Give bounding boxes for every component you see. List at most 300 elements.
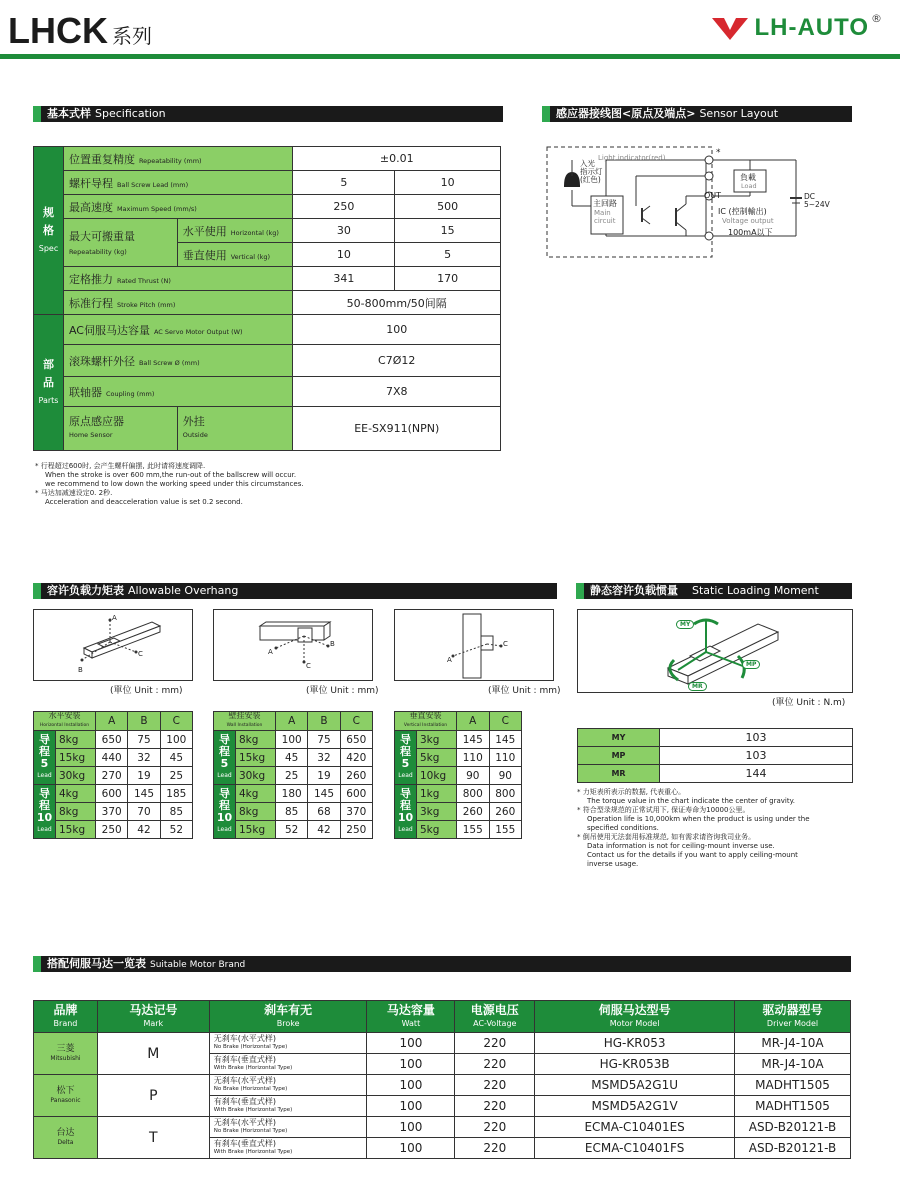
table-row	[34, 785, 193, 803]
table-row	[34, 821, 193, 839]
value-cell: 42	[308, 821, 340, 839]
sensor-title-en: Sensor Layout	[699, 107, 779, 120]
moment-note-line: The torque value in the chart indicate the center of gravity.	[587, 797, 795, 805]
load-cell: 8kg	[236, 803, 276, 821]
fig-label-b: B	[330, 640, 335, 648]
screw-value: C7Ø12	[293, 345, 501, 377]
stroke-cn: 标准行程	[68, 296, 113, 310]
outside-en: Outside	[182, 431, 208, 439]
voltage-cell: 220	[455, 1138, 535, 1159]
voltage-cell: 220	[455, 1096, 535, 1117]
load-label	[63, 219, 177, 267]
lead-value-10: 10	[395, 171, 501, 195]
watt-cell: 100	[367, 1033, 455, 1054]
load-cell: 30kg	[56, 767, 96, 785]
repeat-value: ±0.01	[293, 147, 501, 171]
spec-group-label	[34, 147, 64, 315]
header-en: Watt	[401, 1018, 421, 1028]
speed-value-1: 250	[293, 195, 395, 219]
brake-cell	[209, 1075, 367, 1096]
header-voltage	[455, 1001, 535, 1033]
table-row	[34, 731, 193, 749]
load-cell: 15kg	[236, 749, 276, 767]
value-cell: 85	[160, 803, 192, 821]
horizontal-overhang-table	[33, 711, 193, 839]
load-cn: 最大可搬重量	[68, 230, 135, 243]
table-row	[578, 765, 853, 783]
value-cell: 145	[489, 731, 522, 749]
horiz-label	[177, 219, 293, 243]
overhang-unit: (單位 Unit : mm)	[306, 686, 379, 696]
motor-title-cn: 搭配伺服马达一览表	[47, 957, 146, 970]
spec-note-line: * 马达加减速设定0. 2秒.	[35, 489, 113, 497]
voltage-cell: 220	[455, 1117, 535, 1138]
moment-value-cell: 144	[660, 765, 853, 783]
moment-note-line: Operation life is 10,000km when the product is using under the	[587, 815, 810, 823]
horiz-en: Horizontal (kg)	[230, 228, 279, 237]
value-cell: 45	[160, 749, 192, 767]
logo-text: LH-AUTO	[754, 14, 869, 41]
brand-cn: 台达	[56, 1127, 75, 1138]
table-row	[34, 803, 193, 821]
value-cell: 185	[160, 785, 192, 803]
voltage-cell: 220	[455, 1033, 535, 1054]
wall-table-title	[214, 712, 276, 731]
value-cell: 270	[96, 767, 128, 785]
horizontal-table-title	[34, 712, 96, 731]
fig-label-c: C	[138, 650, 143, 658]
spec-notes	[35, 462, 335, 507]
vert-cn: 垂直使用	[182, 248, 227, 262]
load-cell: 15kg	[56, 749, 96, 767]
mark-cell: P	[97, 1075, 209, 1117]
header-en: Motor Model	[609, 1018, 660, 1028]
wall-actuator-drawing	[214, 610, 372, 680]
mark-cell: M	[97, 1033, 209, 1075]
brake-en: No Brake (Horizontal Type)	[213, 1128, 288, 1134]
overhang-unit: (單位 Unit : mm)	[110, 686, 183, 696]
lead-en: Lead	[217, 825, 232, 833]
moment-note-line: * 倒吊使用无法套用标准规范, 如有需求请咨询我司业务。	[577, 833, 756, 841]
brand-mitsubishi	[34, 1033, 98, 1075]
lead-cn: 导 程 5	[400, 732, 411, 770]
header-brand	[34, 1001, 98, 1033]
value-cell: 90	[457, 767, 490, 785]
driver-model-cell: ASD-B20121-B	[735, 1117, 851, 1138]
value-cell: 100	[276, 731, 308, 749]
outside-cn: 外挂	[182, 415, 205, 428]
spec-title-en: Specification	[95, 107, 166, 120]
value-cell: 52	[160, 821, 192, 839]
repeat-label	[63, 147, 293, 171]
series-title	[8, 10, 152, 52]
vertical-overhang-table	[394, 711, 522, 839]
table-row	[214, 803, 373, 821]
spec-group-en: Spec	[38, 243, 59, 253]
table-row	[34, 749, 193, 767]
speed-label	[63, 195, 293, 219]
lead-cn: 螺杆导程	[68, 176, 113, 190]
spec-group-cn: 规 格	[42, 205, 54, 237]
value-cell: 25	[160, 767, 192, 785]
value-cell: 75	[128, 731, 160, 749]
overhang-section-header	[33, 583, 557, 599]
driver-model-cell: MR-J4-10A	[735, 1054, 851, 1075]
vert-value-1: 10	[293, 243, 395, 267]
load-cell: 4kg	[236, 785, 276, 803]
vert-label	[177, 243, 293, 267]
thrust-value-2: 170	[395, 267, 501, 291]
lead-5-label	[395, 731, 417, 785]
lead-en: Lead	[217, 771, 232, 779]
lead-5-label	[34, 731, 56, 785]
header-cn: 伺服马达型号	[598, 1002, 671, 1017]
moment-note-line: * 力矩表所表示的数据, 代表重心。	[577, 788, 686, 796]
watt-cell: 100	[367, 1096, 455, 1117]
home-sensor-label	[63, 407, 177, 451]
driver-model-cell: MADHT1505	[735, 1096, 851, 1117]
fig-label-a: A	[447, 656, 452, 664]
brake-cn: 有刹车(垂直式样)	[213, 1139, 276, 1148]
value-cell: 25	[276, 767, 308, 785]
table-row	[578, 729, 853, 747]
load-cell: 30kg	[236, 767, 276, 785]
screw-cn: 滚珠螺杆外径	[68, 354, 135, 368]
fig-label-b: B	[78, 666, 83, 674]
header-brake	[209, 1001, 367, 1033]
moment-label-cell: MY	[578, 729, 660, 747]
lead-en: Lead	[398, 825, 413, 833]
my-label: MY	[676, 620, 694, 629]
moment-value-cell: 103	[660, 729, 853, 747]
value-cell: 260	[340, 767, 372, 785]
out-terminal-label: OUT	[704, 191, 722, 200]
load-cell: 15kg	[56, 821, 96, 839]
horiz-cn: 水平使用	[182, 224, 227, 238]
fig-label-c: C	[503, 640, 508, 648]
moment-label-cell: MP	[578, 747, 660, 765]
logo-triangle-icon	[712, 16, 748, 40]
load-en: Repeatability (kg)	[68, 248, 127, 256]
spec-note-line: Acceleration and deacceleration value is set 0.2 second.	[45, 498, 243, 506]
table-row	[214, 749, 373, 767]
col-header-b: B	[308, 712, 340, 731]
brake-cn: 无刹车(水平式样)	[213, 1034, 276, 1043]
moment-value-cell: 103	[660, 747, 853, 765]
speed-cn: 最高速度	[68, 200, 113, 214]
vert-value-2: 5	[395, 243, 501, 267]
moment-note-line: * 符合型录规范的正常试用下, 保证寿命为10000公里。	[577, 806, 750, 814]
header-motor-model	[535, 1001, 735, 1033]
value-cell: 68	[308, 803, 340, 821]
value-cell: 440	[96, 749, 128, 767]
value-cell: 260	[457, 803, 490, 821]
value-cell: 370	[96, 803, 128, 821]
spec-title-cn: 基本式样	[47, 107, 91, 120]
mark-cell: T	[97, 1117, 209, 1159]
motor-model-cell: MSMD5A2G1V	[535, 1096, 735, 1117]
table-row	[214, 785, 373, 803]
moment-note-line: Contact us for the details if you want to apply ceiling-mount	[587, 851, 798, 859]
home-sensor-value: EE-SX911(NPN)	[293, 407, 501, 451]
spec-note-line: When the stroke is over 600 mm,the run-out of the ballscrew will occur.	[45, 471, 297, 479]
main-circuit-en: Main circuit	[594, 209, 616, 225]
fig-label-a: A	[268, 648, 273, 656]
load-cell: 10kg	[417, 767, 457, 785]
motor-model-cell: HG-KR053	[535, 1033, 735, 1054]
lead-value-5: 5	[293, 171, 395, 195]
brake-cell	[209, 1054, 367, 1075]
lead-en: Lead	[37, 771, 52, 779]
sensor-section-header	[542, 106, 852, 122]
col-header-c: C	[340, 712, 372, 731]
table-row	[578, 747, 853, 765]
brand-en: Delta	[57, 1138, 74, 1146]
coupling-value: 7X8	[293, 377, 501, 407]
overhang-unit: (單位 Unit : mm)	[488, 686, 561, 696]
value-cell: 180	[276, 785, 308, 803]
spec-section-header	[33, 106, 503, 122]
value-cell: 650	[96, 731, 128, 749]
dc-supply-label: DC 5~24V	[804, 192, 830, 209]
thrust-label	[63, 267, 293, 291]
ic-output-cn: IC (控制輸出)	[718, 207, 767, 216]
col-header-a: A	[96, 712, 128, 731]
load-cell: 4kg	[56, 785, 96, 803]
ic-limit: 100mA以下	[728, 228, 773, 237]
lead-10-label	[395, 785, 417, 839]
watt-cell: 100	[367, 1075, 455, 1096]
lead-en: Lead	[37, 825, 52, 833]
value-cell: 100	[160, 731, 192, 749]
mp-label: MP	[742, 660, 760, 669]
brand-delta	[34, 1117, 98, 1159]
speed-en: Maximum Speed (mm/s)	[116, 204, 197, 213]
load-cell: 3kg	[417, 731, 457, 749]
motor-title-en: Suitable Motor Brand	[150, 960, 246, 970]
parts-group-label	[34, 315, 64, 451]
sensor-wiring-diagram	[546, 146, 851, 258]
lead-cn: 导 程 5	[219, 732, 230, 770]
brake-cn: 无刹车(水平式样)	[213, 1076, 276, 1085]
header-cn: 刹车有无	[264, 1002, 313, 1017]
motor-table-header	[34, 1001, 851, 1033]
light-indicator-en: Light indicator(red)	[598, 154, 666, 162]
table-row	[34, 1117, 851, 1138]
lead-en: Lead	[398, 771, 413, 779]
table-row	[34, 1033, 851, 1054]
watt-cell: 100	[367, 1054, 455, 1075]
motor-output-value: 100	[293, 315, 501, 345]
motor-brand-table	[33, 1000, 851, 1159]
moment-table	[577, 728, 853, 783]
coupling-label	[63, 377, 293, 407]
brand-en: Panasonic	[50, 1096, 81, 1104]
value-cell: 45	[276, 749, 308, 767]
load-en: Load	[741, 182, 757, 190]
value-cell: 250	[340, 821, 372, 839]
overhang-title-en: Allowable Overhang	[128, 584, 239, 597]
header-cn: 品牌	[53, 1002, 78, 1017]
logo-registered: ®	[871, 11, 882, 25]
value-cell: 370	[340, 803, 372, 821]
header-en: Mark	[143, 1018, 164, 1028]
value-cell: 19	[128, 767, 160, 785]
company-logo	[712, 11, 882, 42]
brake-cn: 有刹车(垂直式样)	[213, 1097, 276, 1106]
brand-en: Mitsubishi	[50, 1054, 81, 1062]
value-cell: 145	[308, 785, 340, 803]
vertical-actuator-drawing	[395, 610, 553, 680]
moment-notes	[577, 788, 853, 869]
horiz-value-2: 15	[395, 219, 501, 243]
table-title-en: Horizontal Installation	[39, 723, 90, 728]
motor-output-cn: AC伺服马达容量	[68, 323, 150, 337]
value-cell: 800	[457, 785, 490, 803]
thrust-en: Rated Thrust (N)	[116, 276, 171, 285]
load-cn: 負載	[740, 173, 756, 182]
table-title-en: Wall Installation	[226, 723, 263, 728]
table-row	[34, 767, 193, 785]
load-cell: 8kg	[56, 731, 96, 749]
value-cell: 70	[128, 803, 160, 821]
brake-cell	[209, 1117, 367, 1138]
series-suffix: 系列	[111, 26, 152, 48]
sensor-star-mark: *	[716, 148, 721, 158]
vert-en: Vertical (kg)	[230, 252, 271, 261]
header-mark	[97, 1001, 209, 1033]
load-cell: 8kg	[56, 803, 96, 821]
value-cell: 75	[308, 731, 340, 749]
brake-cell	[209, 1033, 367, 1054]
motor-model-cell: ECMA-C10401FS	[535, 1138, 735, 1159]
header-en: Driver Model	[766, 1018, 819, 1028]
load-cell: 1kg	[417, 785, 457, 803]
col-header-c: C	[489, 712, 522, 731]
screw-en: Ball Screw Ø (mm)	[138, 358, 200, 367]
spec-table	[33, 146, 501, 451]
value-cell: 155	[489, 821, 522, 839]
value-cell: 110	[457, 749, 490, 767]
thrust-cn: 定格推力	[68, 272, 113, 286]
moment-label-cell: MR	[578, 765, 660, 783]
lead-5-label	[214, 731, 236, 785]
moment-axes-drawing	[578, 610, 852, 692]
wall-overhang-table	[213, 711, 373, 839]
home-sensor-en: Home Sensor	[68, 431, 113, 439]
series-name: LHCK	[8, 10, 108, 51]
coupling-cn: 联轴器	[68, 385, 102, 399]
motor-output-label	[63, 315, 293, 345]
moment-unit: (單位 Unit : N.m)	[772, 698, 846, 708]
value-cell: 145	[457, 731, 490, 749]
table-row	[214, 731, 373, 749]
mr-label: MR	[688, 682, 707, 691]
moment-note-line: inverse usage.	[587, 860, 639, 868]
brand-panasonic	[34, 1075, 98, 1117]
brake-en: With Brake (Horizontal Type)	[213, 1107, 293, 1113]
table-row	[34, 1075, 851, 1096]
header-cn: 马达容量	[386, 1002, 435, 1017]
header-en: Brand	[53, 1018, 78, 1028]
driver-model-cell: MR-J4-10A	[735, 1033, 851, 1054]
load-cell: 5kg	[417, 749, 457, 767]
value-cell: 155	[457, 821, 490, 839]
brake-cell	[209, 1096, 367, 1117]
brand-cn: 松下	[56, 1085, 75, 1096]
header-en: AC-Voltage	[473, 1018, 517, 1028]
coupling-en: Coupling (mm)	[105, 389, 155, 398]
col-header-a: A	[457, 712, 490, 731]
brake-en: With Brake (Horizontal Type)	[213, 1149, 293, 1155]
voltage-cell: 220	[455, 1075, 535, 1096]
fig-label-c: C	[306, 662, 311, 670]
table-row	[214, 767, 373, 785]
spec-note-line: * 行程超过600时, 会产生螺杆偏摆, 此时请将速度调降.	[35, 462, 206, 470]
spec-note-line: we recommend to low down the working speed under this circumstances.	[45, 480, 304, 488]
horizontal-mount-figure	[33, 609, 193, 681]
brand-cn: 三菱	[56, 1043, 75, 1054]
watt-cell: 100	[367, 1117, 455, 1138]
load-cell: 15kg	[236, 821, 276, 839]
home-sensor-cn: 原点感应器	[68, 415, 124, 428]
value-cell: 90	[489, 767, 522, 785]
horiz-value-1: 30	[293, 219, 395, 243]
moment-figure	[577, 609, 853, 693]
motor-model-cell: ECMA-C10401ES	[535, 1117, 735, 1138]
value-cell: 85	[276, 803, 308, 821]
thrust-value-1: 341	[293, 267, 395, 291]
vertical-table-title	[395, 712, 457, 731]
moment-title-en: Static Loading Moment	[692, 584, 819, 597]
value-cell: 650	[340, 731, 372, 749]
value-cell: 600	[340, 785, 372, 803]
speed-value-2: 500	[395, 195, 501, 219]
brake-cn: 有刹车(垂直式样)	[213, 1055, 276, 1064]
brake-en: No Brake (Horizontal Type)	[213, 1044, 288, 1050]
moment-section-header	[576, 583, 852, 599]
value-cell: 42	[128, 821, 160, 839]
lead-cn: 导 程 10	[397, 786, 414, 824]
moment-title-cn: 静态容许负载惯量	[590, 584, 678, 597]
parts-group-en: Parts	[38, 395, 59, 405]
motor-output-en: AC Servo Motor Output (W)	[153, 327, 243, 336]
lead-cn: 导 程 5	[39, 732, 50, 770]
value-cell: 52	[276, 821, 308, 839]
table-row	[395, 785, 522, 803]
col-header-c: C	[160, 712, 192, 731]
load-cell: 3kg	[417, 803, 457, 821]
moment-note-line: Data information is not for ceiling-mount inverse use.	[587, 842, 775, 850]
fig-label-a: A	[112, 614, 117, 622]
brake-cn: 无刹车(水平式样)	[213, 1118, 276, 1127]
motor-model-cell: MSMD5A2G1U	[535, 1075, 735, 1096]
lead-en: Ball Screw Lead (mm)	[116, 180, 189, 189]
value-cell: 800	[489, 785, 522, 803]
driver-model-cell: MADHT1505	[735, 1075, 851, 1096]
load-cell: 8kg	[236, 731, 276, 749]
light-indicator-cn: 入光 指示灯 (红色)	[580, 159, 603, 184]
lead-cn: 导 程 10	[36, 786, 53, 824]
header-driver-model	[735, 1001, 851, 1033]
table-title-cn: 水平安装	[48, 711, 81, 720]
motor-model-cell: HG-KR053B	[535, 1054, 735, 1075]
header-cn: 驱动器型号	[762, 1002, 823, 1017]
value-cell: 600	[96, 785, 128, 803]
overhang-title-cn: 容许负载力矩表	[47, 584, 124, 597]
value-cell: 420	[340, 749, 372, 767]
ic-output-en: Voltage output	[722, 217, 774, 225]
